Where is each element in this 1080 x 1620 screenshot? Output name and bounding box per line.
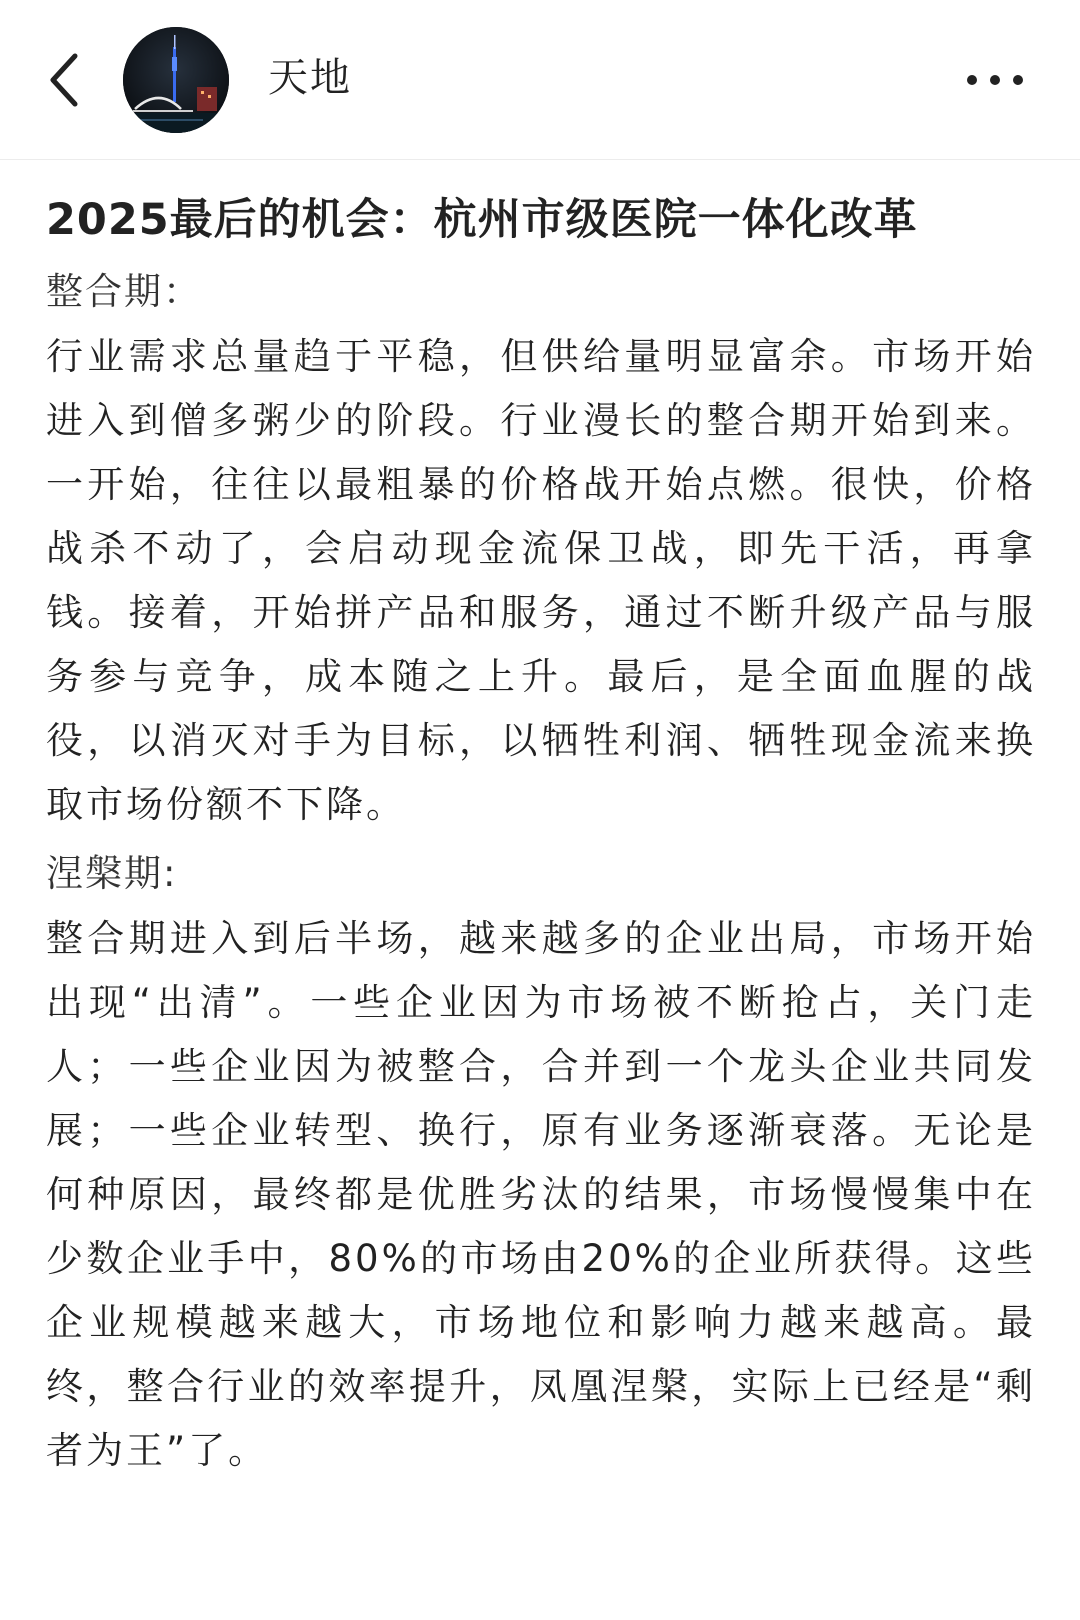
post-content <box>46 185 1036 1491</box>
top-navigation-bar <box>0 0 1080 160</box>
back-button[interactable] <box>30 40 100 120</box>
author-name[interactable]: 天地 <box>268 55 352 101</box>
section-body-nirvana: 整合期进入到后半场，越来越多的企业出局，市场开始出现“出清”。一些企业因为市场被不断抢占，关门走人；一些企业因为被整合，合并到一个龙头企业共同发展；一些企业转型、换行，原有业务逐渐衰落。无论是何种原因，最终都是优胜劣汰的结果，市场慢慢集中在少数企业手中，80%的市场由20%的企业所获得。这些企业规模越来越大，市场地位和影响力越来越高。最终，整合行业的效率提升，凤凰涅槃，实际上已经是“剩者为王”了。 <box>46 917 1036 1472</box>
more-options-button[interactable] <box>955 55 1035 105</box>
section-heading-nirvana: 涅槃期: <box>46 852 178 895</box>
post-title: 2025最后的机会：杭州市级医院一体化改革 <box>46 195 918 245</box>
avatar[interactable] <box>123 27 229 133</box>
more-horizontal-icon <box>965 73 1025 87</box>
section-body-integration: 行业需求总量趋于平稳，但供给量明显富余。市场开始进入到僧多粥少的阶段。行业漫长的整合期开始到来。一开始，往往以最粗暴的价格战开始点燃。很快，价格战杀不动了，会启动现金流保卫战，即先干活，再拿钱。接着，开始拼产品和服务，通过不断升级产品与服务参与竞争，成本随之上升。最后，是全面血腥的战役，以消灭对手为目标，以牺牲利润、牺牲现金流来换取市场份额不下降。 <box>46 335 1036 826</box>
chevron-left-icon <box>45 50 85 110</box>
section-heading-integration: 整合期： <box>46 270 202 313</box>
night-city-tower-avatar <box>123 27 229 133</box>
